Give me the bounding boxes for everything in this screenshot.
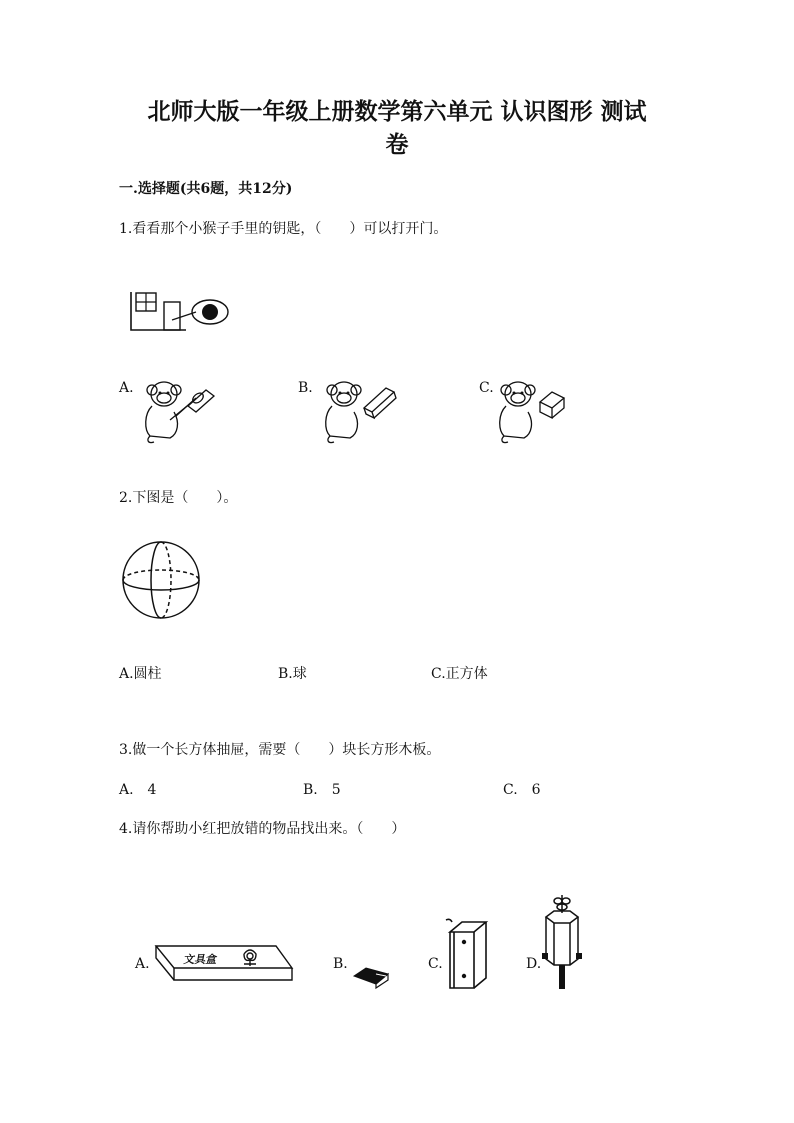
question-3-stem: 3.做一个长方体抽屉，需要（ ）块长方形木板。: [119, 742, 441, 758]
page-title: 北师大版一年级上册数学第六单元 认识图形 测试: [147, 98, 647, 125]
page-title-line2: 卷: [385, 131, 409, 158]
q4-option-a[interactable]: A.: [135, 956, 150, 972]
hexagonal-prism-pencil-image: [538, 893, 586, 991]
pencil-box-image: [152, 942, 294, 986]
q4-option-b[interactable]: B.: [333, 956, 348, 972]
book-image: [444, 918, 492, 992]
section-heading: 一.选择题(共6题，共12分): [119, 181, 293, 197]
eraser-image: [352, 964, 390, 988]
monkey-cube-key-image: [494, 378, 576, 446]
question-1-stem: 1.看看那个小猴子手里的钥匙，（ ）可以打开门。: [119, 221, 448, 237]
q1-option-c[interactable]: C.: [479, 380, 494, 396]
monkey-cylinder-key-image: [140, 378, 222, 446]
question-4-stem: 4.请你帮助小红把放错的物品找出来。（ ）: [119, 821, 406, 837]
q2-option-c[interactable]: C.正方体: [431, 666, 488, 682]
pencil-box-label: 文具盒: [182, 953, 219, 966]
q1-option-b[interactable]: B.: [298, 380, 313, 396]
question-2-stem: 2.下图是（ ）。: [119, 490, 238, 506]
q3-option-b[interactable]: B. 5: [303, 782, 341, 798]
door-lock-illustration: [128, 290, 238, 335]
q3-option-a[interactable]: A. 4: [119, 782, 157, 798]
monkey-cuboid-key-image: [320, 378, 402, 446]
q3-option-c[interactable]: C. 6: [503, 782, 541, 798]
q4-option-c[interactable]: C.: [428, 956, 443, 972]
q2-option-b[interactable]: B.球: [278, 666, 307, 682]
q2-option-a[interactable]: A.圆柱: [119, 666, 162, 682]
q1-option-a[interactable]: A.: [119, 380, 134, 396]
q4-option-d[interactable]: D.: [526, 956, 542, 972]
sphere-image: [121, 540, 203, 622]
